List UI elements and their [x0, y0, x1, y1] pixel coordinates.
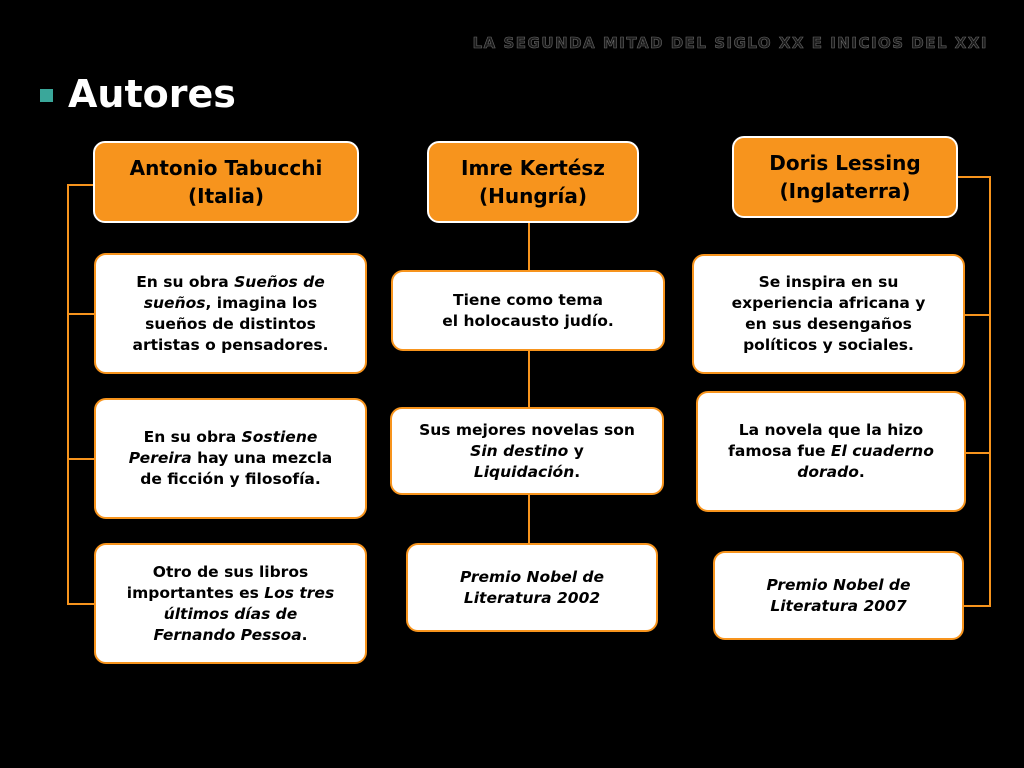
fact-text: , imagina los — [205, 293, 318, 312]
fact-box-kertesz-1 — [391, 270, 665, 351]
bullet-square-icon — [40, 89, 53, 102]
fact-italic-text: dorado — [797, 463, 859, 481]
fact-text: importantes es — [126, 583, 265, 602]
fact-box-kertesz-3 — [406, 543, 658, 632]
fact-line — [453, 290, 603, 311]
fact-line — [732, 293, 926, 314]
fact-text: experiencia africana y — [731, 294, 926, 312]
fact-line — [766, 575, 910, 596]
fact-line — [419, 420, 635, 441]
fact-text: Sus mejores novelas son — [419, 420, 635, 439]
fact-box-lessing-1 — [692, 254, 965, 374]
fact-line — [743, 335, 914, 356]
fact-line — [164, 604, 298, 625]
fact-line — [739, 420, 923, 441]
author-name: Imre Kertész — [461, 156, 605, 180]
fact-line — [144, 427, 318, 448]
fact-italic-text: Sostiene — [241, 428, 318, 446]
connector-col3-vertical — [989, 176, 991, 606]
fact-box-lessing-2 — [696, 391, 966, 512]
fact-text: políticos y sociales. — [743, 336, 914, 354]
fact-text: de ficción y filosofía. — [140, 470, 321, 488]
fact-italic-text: últimos días de — [163, 604, 298, 623]
slide-header-title: LA SEGUNDA MITAD DEL SIGLO XX E INICIOS DEL XXI — [472, 34, 988, 52]
fact-line — [797, 462, 864, 483]
fact-italic-text: sueños — [143, 293, 206, 312]
fact-text: En su obra — [143, 428, 242, 446]
fact-line — [140, 469, 321, 490]
fact-text: artistas o pensadores. — [132, 335, 329, 354]
connector-col1-author — [67, 184, 95, 186]
fact-line — [745, 314, 912, 335]
author-box-tabucchi — [93, 141, 359, 223]
fact-text: . — [301, 625, 308, 644]
connector-col3-fact3 — [963, 605, 991, 607]
fact-text: famosa fue — [728, 442, 831, 460]
fact-line — [442, 311, 614, 332]
connector-col1-vertical — [67, 184, 69, 605]
fact-italic-text: Liquidación — [473, 462, 575, 481]
connector-col3-fact1 — [964, 314, 991, 316]
fact-italic-text: El cuaderno — [830, 442, 934, 460]
connector-col3-author — [957, 176, 991, 178]
fact-box-tabucchi-3 — [94, 543, 367, 664]
fact-line — [136, 272, 325, 293]
fact-line — [464, 588, 600, 609]
fact-text: . — [574, 462, 581, 481]
fact-box-lessing-3 — [713, 551, 964, 640]
author-name: Antonio Tabucchi — [129, 156, 323, 180]
fact-line — [144, 293, 317, 314]
fact-box-kertesz-2 — [390, 407, 664, 495]
fact-text: Tiene como tema — [453, 290, 603, 309]
fact-line — [153, 562, 308, 583]
fact-line — [127, 583, 334, 604]
fact-line — [129, 448, 333, 469]
connector-col1-fact1 — [67, 313, 96, 315]
fact-line — [474, 462, 580, 483]
fact-text: . — [858, 463, 865, 481]
fact-text: hay una mezcla — [191, 449, 333, 467]
fact-line — [470, 441, 584, 462]
connector-col2-c — [528, 494, 530, 544]
connector-col1-fact3 — [67, 603, 96, 605]
author-box-kertesz — [427, 141, 639, 223]
fact-italic-text: Sueños de — [234, 272, 325, 291]
fact-italic-text: Premio Nobel de — [459, 567, 605, 586]
slide-heading: Autores — [68, 72, 236, 116]
connector-col1-fact2 — [67, 458, 96, 460]
fact-text: En su obra — [136, 272, 235, 291]
fact-box-tabucchi-1 — [94, 253, 367, 374]
fact-italic-text: Pereira — [128, 449, 192, 467]
fact-italic-text: Fernando Pessoa — [153, 625, 302, 644]
author-name: Doris Lessing — [769, 151, 921, 175]
fact-line — [460, 567, 604, 588]
fact-line — [770, 596, 906, 617]
fact-italic-text: Literatura 2002 — [463, 588, 601, 607]
fact-line — [153, 625, 307, 646]
connector-col3-fact2 — [965, 452, 991, 454]
fact-text: en sus desengaños — [745, 315, 912, 333]
author-country: (Inglaterra) — [779, 179, 911, 203]
fact-line — [759, 272, 899, 293]
author-box-lessing — [732, 136, 958, 218]
fact-italic-text: Sin destino — [470, 441, 569, 460]
fact-italic-text: Literatura 2007 — [770, 596, 907, 615]
author-country: (Italia) — [188, 184, 264, 208]
fact-line — [145, 314, 316, 335]
fact-text: La novela que la hizo — [738, 421, 924, 439]
fact-text: el holocausto judío. — [442, 311, 614, 330]
fact-italic-text: Premio Nobel de — [766, 575, 911, 594]
fact-box-tabucchi-2 — [94, 398, 367, 519]
fact-line — [728, 441, 934, 462]
connector-col2-b — [528, 350, 530, 408]
fact-text: sueños de distintos — [145, 314, 316, 333]
fact-line — [133, 335, 329, 356]
connector-col2-a — [528, 222, 530, 271]
fact-italic-text: Los tres — [264, 583, 335, 602]
fact-text: Se inspira en su — [758, 273, 899, 291]
fact-text: y — [568, 441, 584, 460]
fact-text: Otro de sus libros — [152, 562, 309, 581]
author-country: (Hungría) — [478, 184, 588, 208]
